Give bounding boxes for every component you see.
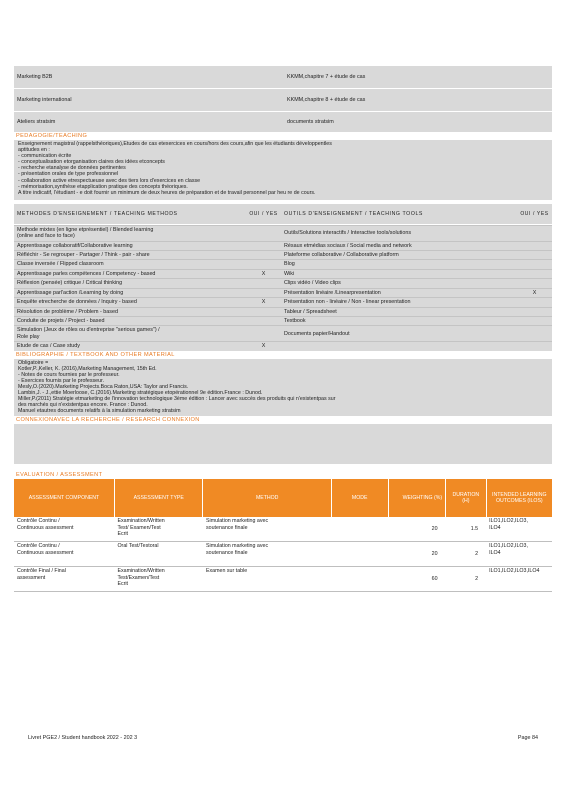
tool-mark [517, 251, 552, 259]
methods-row [14, 307, 552, 316]
pedagogy-line: - conceptualisation etorganisation claires des idées etconcepts [18, 159, 165, 166]
tools-header-label: OUTILS D'ENSEIGNEMENT / TEACHING TOOLS [284, 210, 423, 217]
methods-row [14, 259, 552, 268]
methods-row [14, 316, 552, 325]
footer-handbook: Livret PGE2 / Student handbook 2022 - 202 3 [28, 735, 138, 741]
method-label: Etude de cas / Case study [17, 343, 80, 350]
topic-name: Marketing B2B [17, 73, 53, 80]
method-mark [246, 279, 281, 287]
method-mark [246, 326, 281, 341]
pedagogy-line: aptitudes en : [18, 147, 50, 154]
method-label: Réfléchir - Se regrouper - Partager / Think - pair - share [17, 252, 150, 259]
methods-row [14, 225, 552, 241]
eval-ilo: ILO1,ILO2,ILO3,ILO4 [486, 567, 552, 592]
tool-mark [517, 308, 552, 316]
eval-component: Contrôle Continu / Continuous assessment [14, 517, 114, 542]
eval-duration: 2 [446, 567, 487, 592]
method-label: Conduite de projets / Project - based [17, 317, 105, 324]
eval-weighting: 20 [388, 542, 446, 567]
pedagogy-line: - présentation orales de type professionnel [18, 171, 119, 178]
page-footer [28, 735, 538, 741]
bibliography-line: Miller,P.(2011) Stratégie etmarketing de l'innovation technologique 3ème édition : Lancer avec succès des produits qui n'existentpas sur [18, 396, 336, 403]
method-mark [246, 308, 281, 316]
method-label: Apprentissage parles compétences / Competency - based [17, 270, 156, 277]
bibliography-line: Lambin,J. - J.,ettie Moerloose, C.(2016).Marketing stratégique etopérationnel 9e édition.France : Dunod. [18, 390, 263, 396]
footer-page-number: Page 84 [517, 735, 538, 741]
methods-row [14, 325, 552, 341]
bibliography-line: - Notes de cours fournies par le professeur. [18, 371, 120, 378]
method-mark [246, 226, 281, 241]
tool-mark [517, 317, 552, 325]
eval-header-duration: DURATION (H) [446, 479, 487, 517]
topic-reference: KKMM,chapitre 8 + étude de cas [287, 96, 366, 103]
method-mark: X [261, 270, 266, 277]
method-mark [246, 251, 281, 259]
method-label: Résolution de problème / Problem - based [17, 308, 118, 315]
bibliography-text [14, 359, 552, 417]
tool-mark [517, 342, 552, 350]
method-label: Enquête etrecherche de données / Inquiry - based [17, 299, 137, 306]
tool-label: Plateforme collaborative / Collaborative platform [284, 252, 399, 259]
tool-mark [517, 298, 552, 306]
tool-label: Blog [284, 261, 295, 268]
method-label: Apprentissage collaboratif/Collaborative learning [17, 242, 133, 249]
eval-method: Examen sur table [203, 567, 331, 592]
tool-label: Wiki [284, 270, 295, 277]
evaluation-table [14, 479, 552, 592]
tool-label: Textbook [284, 317, 306, 324]
tool-mark [517, 226, 552, 241]
bibliography-line: Manuel etautres documents relatifs à la simulation marketing stratsim [18, 408, 181, 415]
eval-component: Contrôle Final / Final assessment [14, 567, 114, 592]
tool-mark [517, 279, 552, 287]
method-label: Methode mixtes (en ligne etprésentiel) / Blended learning (online and face to face) [17, 226, 154, 240]
page-content [14, 66, 552, 592]
research-connexion-title: CONNEXIONAVEC LA RECHERCHE / RESEARCH CONNEXION [14, 416, 552, 424]
pedagogy-text [14, 140, 552, 200]
method-label: Réflexion (pensée) critique / Critical thinking [17, 280, 123, 287]
method-mark: X [261, 299, 266, 306]
methods-header-ouiyes: OUI / YES [249, 210, 278, 217]
bibliography-line: - Exercices fournis par le professeur. [18, 377, 104, 384]
evaluation-title: EVALUATION / ASSESSMENT [16, 472, 103, 479]
evaluation-rows [14, 517, 552, 592]
method-label: Simulation (Jeux de rôles ou d'entreprise "serious games") / Role play [17, 327, 160, 340]
eval-duration: 1.5 [446, 517, 487, 542]
method-mark [246, 317, 281, 325]
method-mark [246, 242, 281, 250]
tools-header-ouiyes: OUI / YES [520, 210, 549, 217]
tool-label: Outils/Solutions interactifs / Interactive tools/solutions [284, 230, 412, 237]
eval-duration: 2 [446, 542, 487, 567]
eval-mode [331, 517, 388, 542]
tool-mark [517, 270, 552, 278]
eval-type: Oral Test/Testoral [114, 542, 203, 567]
methods-row [14, 278, 552, 287]
teaching-methods-table [14, 204, 552, 351]
tool-label: Clips vidéo / Video clips [284, 280, 341, 287]
pedagogy-line: - recherche etanalyse de données pertinentes [18, 165, 126, 172]
eval-header-mode: MODE [331, 479, 388, 517]
evaluation-header-row [14, 479, 552, 517]
eval-component: Contrôle Continu / Continuous assessment [14, 542, 114, 567]
topic-reference: KKMM,chapitre 7 + étude de cas [287, 73, 366, 80]
methods-header [14, 204, 552, 225]
method-mark [246, 289, 281, 297]
pedagogy-line: - collaboration active etrespectueuse avec des tiers lors d'exercices en classe [18, 177, 201, 184]
tool-label [281, 342, 517, 350]
eval-type: Examination/Written Test/Examen/Test Ecrit [114, 567, 203, 592]
pedagogy-line: - communication écrite [18, 153, 72, 160]
topic-name: Marketing international [17, 96, 72, 103]
tool-mark [517, 242, 552, 250]
tool-label: Présentation non - linéaire / Non - linear presentation [284, 299, 411, 306]
tool-label: Résaux etmédias sociaux / Social media and network [284, 242, 412, 249]
tool-label: Tableur / Spreadsheet [284, 308, 337, 315]
methods-rows [14, 225, 552, 351]
pedagogy-line: - mémorisation,synthèse etapplication pratique des concepts théoriques. [18, 183, 188, 190]
method-mark [246, 260, 281, 268]
eval-weighting: 20 [388, 517, 446, 542]
bibliography-line: Obligatoire = [18, 359, 49, 366]
tool-mark: X [532, 289, 537, 296]
eval-mode [331, 542, 388, 567]
tool-label: Documents papier/Handout [284, 330, 350, 337]
method-label: Apprentissage parl'action /Learning by doing [17, 289, 124, 296]
topic-row [14, 111, 552, 132]
eval-mode [331, 567, 388, 592]
methods-row [14, 288, 552, 297]
eval-ilo: ILO1,ILO2,ILO3, ILO4 [486, 517, 552, 542]
research-connexion-body [14, 424, 552, 464]
methods-row [14, 341, 552, 350]
course-topics-table [14, 66, 552, 132]
eval-method: Simulation marketing avec soutenance finale [203, 542, 331, 567]
bibliography-line: Kotler,P.,Keller, K. (2016),Marketing Management, 15th Ed. [18, 365, 157, 372]
eval-header-component: ASSESSMENT COMPONENT [14, 479, 114, 517]
bibliography-line: Mesly,O.(2020).Marketing Projects.Boca Raton,USA: Taylor and Francis. [18, 383, 189, 390]
topic-name: Ateliers stratsim [17, 118, 56, 125]
methods-row [14, 250, 552, 259]
pedagogy-line: A titre indicatif, l'étudiant - e doit fournir un minimum de deux heures de préparation et de travail personnel par heu re de cours. [18, 189, 316, 196]
tool-mark [517, 260, 552, 268]
bibliography-line: des marchés qui n'existentpas encore. France : Dunod. [18, 402, 148, 409]
pedagogy-title: PEDAGOGIE/TEACHING [14, 132, 552, 140]
eval-type: Examination/Written Test/ Examen/Test Ecrit [114, 517, 203, 542]
eval-header-weighting: WEIGHTING (%) [388, 479, 446, 517]
tool-label: Présentation linéaire /Linearpresentation [284, 289, 381, 296]
topic-row [14, 88, 552, 111]
methods-row [14, 269, 552, 278]
evaluation-row [14, 517, 552, 542]
topic-row [14, 66, 552, 88]
methods-row [14, 241, 552, 250]
eval-header-method: METHOD [203, 479, 331, 517]
pedagogy-line: Enseignement magistral (rappelsthéoriques),Etudes de cas etexercices en cours/hors des cours,afin que les étudiants développentles [18, 141, 332, 147]
topic-reference: documents stratsim [287, 118, 334, 125]
method-label: Classe inversée / Flipped classroom [17, 261, 104, 268]
eval-header-ilo: INTENDED LEARNING OUTCOMES (ILOS) [486, 479, 552, 517]
eval-ilo: ILO1,ILO2,ILO3, ILO4 [486, 542, 552, 567]
methods-row [14, 297, 552, 306]
method-mark: X [261, 343, 266, 350]
eval-method: Simulation marketing avec soutenance finale [203, 517, 331, 542]
evaluation-row [14, 567, 552, 592]
eval-weighting: 60 [388, 567, 446, 592]
tool-mark [517, 326, 552, 341]
methods-header-label: METHODES D'ENSEIGNEMENT / TEACHING METHODS [17, 210, 178, 217]
evaluation-row [14, 542, 552, 567]
eval-header-type: ASSESSMENT TYPE [114, 479, 203, 517]
bibliography-title: BIBLIOGRAPHIE / TEXTBOOK AND OTHER MATERIAL [14, 351, 552, 359]
